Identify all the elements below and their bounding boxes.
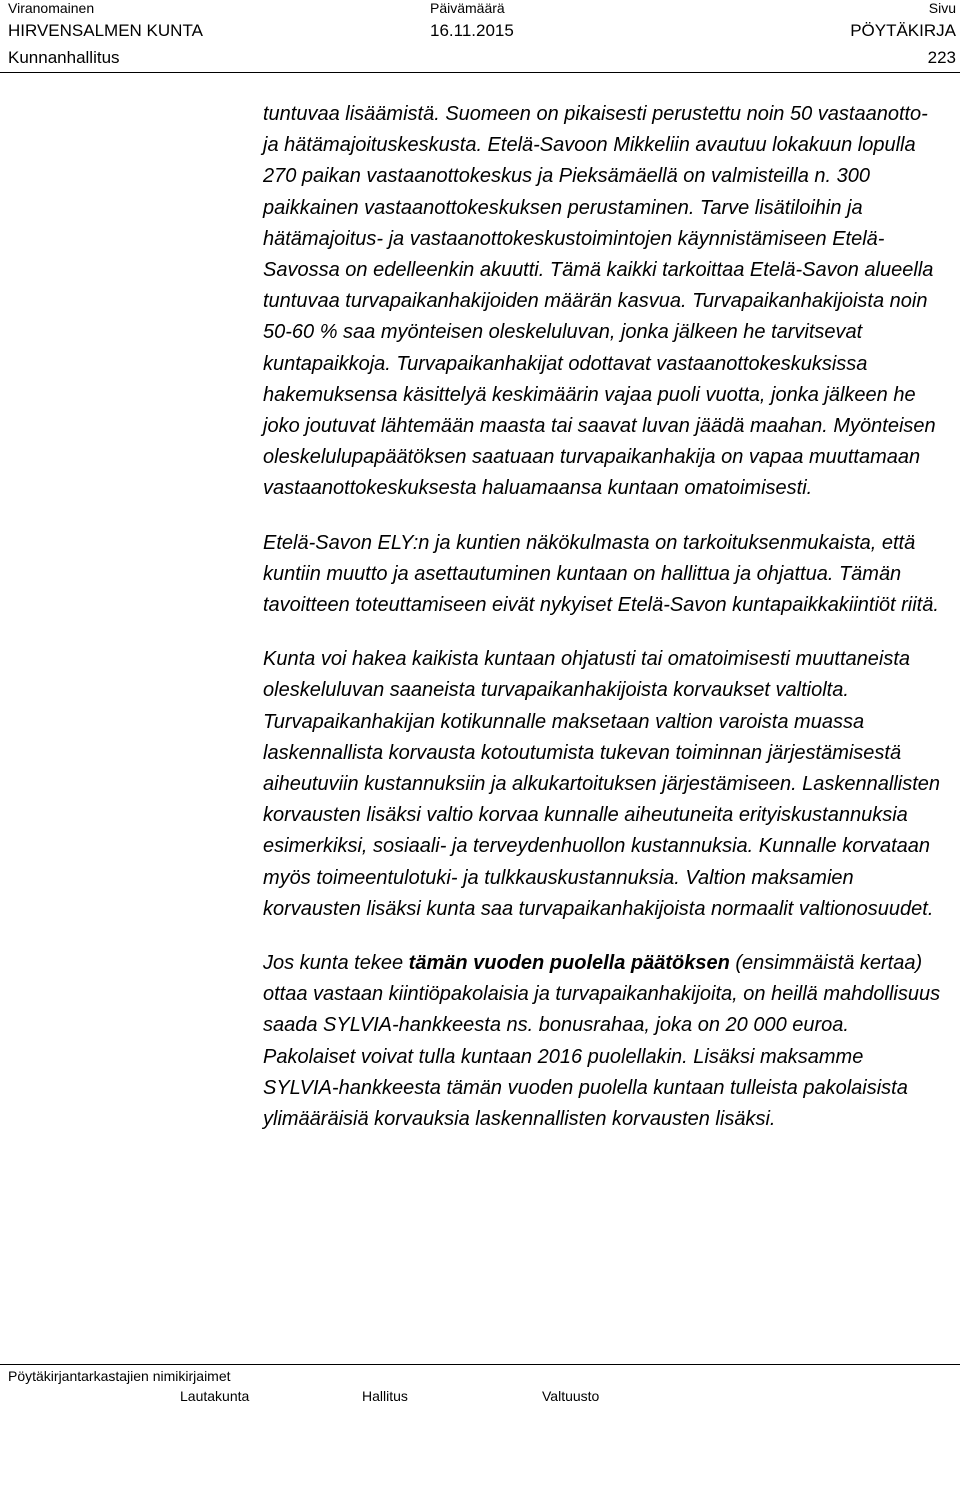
page-number: 223 — [927, 48, 956, 67]
authority-label: Viranomainen — [8, 0, 95, 16]
authority-name: HIRVENSALMEN KUNTA — [8, 21, 203, 40]
footer-title: Pöytäkirjantarkastajien nimikirjaimet — [8, 1368, 231, 1384]
paragraph-4-start: Jos kunta tekee — [263, 952, 409, 975]
paragraph-4 — [263, 948, 943, 1135]
body-name: Kunnanhallitus — [8, 48, 120, 67]
footer-hallitus: Hallitus — [362, 1388, 408, 1404]
paragraph-4-end: (ensimmäistä kertaa) ottaa vastaan kiintiöpakolaisia ja turvapaikanhakijoita, on heillä mahdollisuus saada SYLVIA-hankkeesta ns. bonusrahaa, joka on 20 000 euroa. Pakolaiset voivat tulla kuntaan 2016 puolellakin. Lisäksi maksamme SYLVIA-hankkeesta tämän vuoden puolella kuntaan tulleista pakolaisista ylimääräisiä korvauksia laskennallisten korvausten lisäksi. — [263, 952, 941, 1131]
paragraph-4-emphasis: tämän vuoden puolella päätöksen — [408, 952, 730, 975]
footer-lautakunta: Lautakunta — [180, 1388, 250, 1404]
paragraph-2: Etelä-Savon ELY:n ja kuntien näkökulmasta on tarkoituksenmukaista, että kuntiin muutto ja asettautuminen kuntaan on hallittua ja ohjattua. Tämän tavoitteen toteuttamiseen eivät nykyiset Etelä-Savon kuntapaikkakiintiöt riitä. — [263, 531, 939, 617]
paragraph-1: tuntuvaa lisäämistä. Suomeen on pikaisesti perustettu noin 50 vastaanotto- ja hätämajoituskeskusta. Etelä-Savoon Mikkeliin avautuu lokakuun lopulla 270 paikan vastaanottokeskus ja Pieksämäellä on valmisteilla n. 300 paikkainen vastaanottokeskuksen perustaminen. Tarve lisätiloihin ja hätämajoitus- ja vastaanottokeskustoimintojen käynnistämiseen Etelä-Savossa on edelleenkin akuutti. Tämä kaikki tarkoittaa Etelä-Savon alueella tuntuvaa turvapaikanhakijoiden määrän kasvua. Turvapaikanhakijoista noin 50-60 % saa myönteisen oleskeluluvan, jonka jälkeen he tarvitsevat kuntapaikkoja. Turvapaikanhakijat odottavat vastaanottokeskuksissa hakemuksensa käsittelyä keskimäärin vajaa puoli vuotta, jonka jälkeen he joko joutuvat lähtemään maasta tai saavat luvan jäädä maahan. Myönteisen oleskelulupapäätöksen saatuaan turvapaikanhakija on vapaa muuttamaan vastaanottokeskuksesta haluamaansa kuntaan omatoimisesti. — [263, 103, 936, 500]
page-label: Sivu — [928, 0, 956, 16]
date-label: Päivämäärä — [430, 0, 505, 16]
footer-valtuusto: Valtuusto — [542, 1388, 600, 1404]
doc-type: PÖYTÄKIRJA — [850, 21, 956, 40]
header-divider — [0, 72, 960, 73]
footer-divider — [0, 1364, 960, 1365]
document-body — [263, 99, 943, 1135]
date-value: 16.11.2015 — [430, 21, 514, 40]
paragraph-3: Kunta voi hakea kaikista kuntaan ohjatusti tai omatoimisesti muuttaneista oleskeluluvan saaneista turvapaikanhakijoista korvaukset valtiolta. Turvapaikanhakijan kotikunnalle maksetaan valtion varoista muassa laskennallista korvausta kotoutumista tukevan toiminnan järjestämisestä aiheutuviin kustannuksiin ja alkukartoituksen järjestämiseen. Laskennallisten korvausten lisäksi valtio korvaa kunnalle aiheutuneita erityiskustannuksia esimerkiksi, sosiaali- ja terveydenhuollon kustannuksia. Kunnalle korvataan myös toimeentulotuki- ja tulkkauskustannuksia. Valtion maksamien korvausten lisäksi kunta saa turvapaikanhakijoista normaalit valtionosuudet. — [263, 648, 941, 920]
